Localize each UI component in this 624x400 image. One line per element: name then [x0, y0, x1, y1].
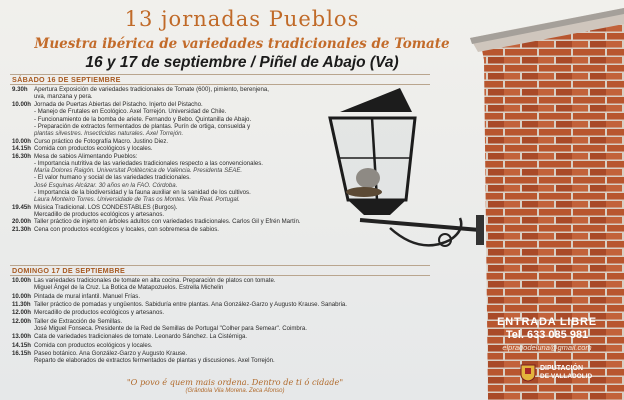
schedule-description	[34, 277, 276, 291]
schedule-line: - Funcionamiento de la bomba de ariete. Fernando y Bebo. Quintanilla de Abajo.	[34, 115, 252, 123]
schedule-description	[34, 342, 153, 349]
quote-source: (Grândola Vila Morena. Zeca Afonso)	[185, 388, 285, 394]
schedule-time: 10.00h	[12, 137, 31, 145]
schedule-line: Taller de Extracción de Semillas.	[34, 317, 123, 325]
schedule-line: Mercadillo de productos ecológicos y artesanos.	[34, 210, 165, 218]
schedule-row	[12, 333, 412, 340]
event-subtitle: Muestra ibérica de variedades tradicionales de Tomate	[34, 36, 450, 52]
schedule-row	[12, 86, 412, 100]
schedule-description	[34, 293, 140, 300]
schedule-time: 12.00h	[12, 309, 31, 317]
schedule-line: - El valor humano y social de las variedades tradicionales.	[34, 174, 191, 182]
schedule-description	[34, 226, 219, 233]
schedule-description	[34, 309, 164, 316]
schedule-description	[34, 108, 251, 137]
schedule-line: uva, manzana y pera.	[34, 93, 93, 101]
schedule-time: 10.00h	[12, 277, 31, 284]
schedule-line: Pintada de mural infantil. Manuel Frías.	[34, 292, 141, 300]
schedule-description	[34, 145, 153, 152]
schedule-line: Comida con productos ecológicos y locales.	[34, 341, 153, 349]
schedule-row	[12, 277, 412, 291]
sponsor-name: DIPUTACIÓN	[540, 365, 584, 372]
schedule-line: - Importancia nutritiva de las variedades tradicionales respecto a las convencionales.	[34, 160, 263, 167]
schedule-line: - Preparación de extractos fermentados de plantas. Purín de ortiga, consuelda y	[34, 122, 251, 130]
schedule-row	[12, 226, 412, 233]
divider	[10, 275, 430, 276]
schedule-description	[34, 218, 301, 225]
schedule-row	[12, 309, 412, 316]
schedule-time: 11.30h	[12, 301, 31, 308]
schedule-line: Comida con productos ecológicos y locales.	[34, 145, 153, 153]
schedule-row	[12, 293, 412, 300]
schedule-time: 21.30h	[12, 226, 31, 233]
schedule-line: Jornada de Puertas Abiertas del Pistacho. Injerto del Pistacho.	[34, 100, 203, 108]
schedule-line: Taller práctico de pomadas y ungüentos. Sabiduría entre plantas. Ana González-Garzo y Augusto Krause. Sanabria.	[34, 301, 347, 308]
phone-number: Tel. 633 085 981	[505, 329, 589, 341]
event-dates-place: 16 y 17 de septiembre / Piñel de Abajo (Va)	[85, 54, 399, 71]
sponsor-region: DE VALLADOLID	[540, 373, 593, 380]
schedule-time: 14.15h	[12, 341, 31, 349]
schedule-description	[34, 350, 275, 364]
saturday-heading: SÁBADO 16 DE SEPTIEMBRE	[12, 75, 121, 84]
schedule-line: Paseo botánico. Ana González-Garzo y Augusto Krause.	[34, 350, 188, 358]
schedule-line: José Esquinas Alcázar. 30 años en la FAO. Córdoba.	[34, 181, 178, 189]
schedule-time: 10.00h	[12, 292, 31, 300]
schedule-line: - Importancia de la biodiversidad y la fauna auxiliar en la sanidad de los cultivos.	[34, 188, 251, 196]
schedule-row	[12, 301, 412, 308]
schedule-row	[12, 108, 412, 137]
schedule-row	[12, 318, 412, 332]
schedule-line: Reparto de elaborados de extractos fermentados de plantas y discusiones. Axel Torrejón.	[34, 357, 275, 365]
schedule-line: plantas silvestres. Insecticidas naturales. Axel Torrejón.	[34, 130, 184, 137]
schedule-time: 14.15h	[12, 145, 31, 153]
sunday-heading: DOMINGO 17 DE SEPTIEMBRE	[12, 266, 126, 275]
schedule-line: Las variedades tradicionales de tomate en alta cocina. Preparación de platos con tomate.	[34, 277, 276, 284]
schedule-description	[34, 204, 177, 218]
schedule-time: 16.15h	[12, 350, 31, 358]
schedule-row	[12, 350, 412, 364]
schedule-line: Apertura Exposición de variedades tradicionales de Tomate (600), pimiento, berenjena,	[34, 86, 269, 93]
schedule-row	[12, 101, 412, 108]
schedule-line: Taller práctico de injerto en árboles adultos con variedades tradicionales. Carlos Gil y Efrén Martín.	[34, 218, 301, 226]
schedule-row	[12, 218, 412, 225]
free-entry-label: ENTRADA LIBRE	[497, 316, 597, 328]
quote-text: "O povo é quem mais ordena. Dentro de ti ó cidade"	[126, 377, 344, 387]
schedule-line: Mesa de sabios Alimentando Pueblos:	[34, 152, 138, 160]
schedule-description	[34, 153, 263, 203]
event-title: 13 jornadas Pueblos	[124, 7, 360, 31]
schedule-row	[12, 204, 412, 218]
schedule-time: 19.45h	[12, 203, 31, 211]
schedule-description	[34, 318, 307, 332]
sponsor-logo	[520, 363, 624, 383]
schedule-line: Cata de variedades tradicionales de tomate. Leonardo Sánchez. La Cistérniga.	[34, 333, 248, 341]
schedule-description	[34, 101, 203, 108]
schedule-row	[12, 145, 412, 152]
schedule-time: 20.00h	[12, 218, 31, 226]
schedule-row	[12, 342, 412, 349]
schedule-time: 10.00h	[12, 100, 31, 108]
schedule-row	[12, 153, 412, 203]
schedule-time: 12.00h	[12, 317, 31, 325]
schedule-line: Laura Monteiro Torres. Universidade de Tras os Montes. Vila Real. Portugal.	[34, 196, 240, 204]
schedule-line: Curso práctico de Fotografía Macro. Justino Diez.	[34, 137, 169, 145]
schedule-time: 16.30h	[12, 152, 31, 160]
schedule-line: María Dolores Raigón. Universitat Politècnica de València. Presidenta SEAE.	[34, 167, 243, 175]
schedule-row	[12, 138, 412, 145]
schedule-line: Mercadillo de productos ecológicos y artesanos.	[34, 309, 165, 317]
schedule-description	[34, 301, 347, 308]
schedule-time: 13.00h	[12, 333, 31, 341]
schedule-description	[34, 138, 168, 145]
crest-icon	[520, 364, 536, 382]
schedule-description	[34, 333, 247, 340]
schedule-line: José Miguel Fonseca. Presidente de la Red de Semillas de Portugal "Colher para Semear". Coimbra.	[34, 325, 307, 332]
divider	[10, 84, 430, 85]
schedule-line: Cena con productos ecológicos y locales, con sobremesa de sabios.	[34, 226, 219, 233]
schedule-line: Música Tradicional. LOS CONDESTABLES (Burgos).	[34, 203, 178, 211]
schedule-line: - Manejo de Frutales en Ecológico. Axel Torrejón. Universidad de Chile.	[34, 108, 227, 116]
schedule-time: 9.30h	[12, 86, 28, 93]
schedule-line: Miguel Ángel de la Cruz. La Botica de Matapozuelos. Estrella Michelin	[34, 284, 224, 292]
email-address: elpradodeluna@gmail.com	[502, 343, 592, 352]
schedule-description	[34, 86, 269, 100]
